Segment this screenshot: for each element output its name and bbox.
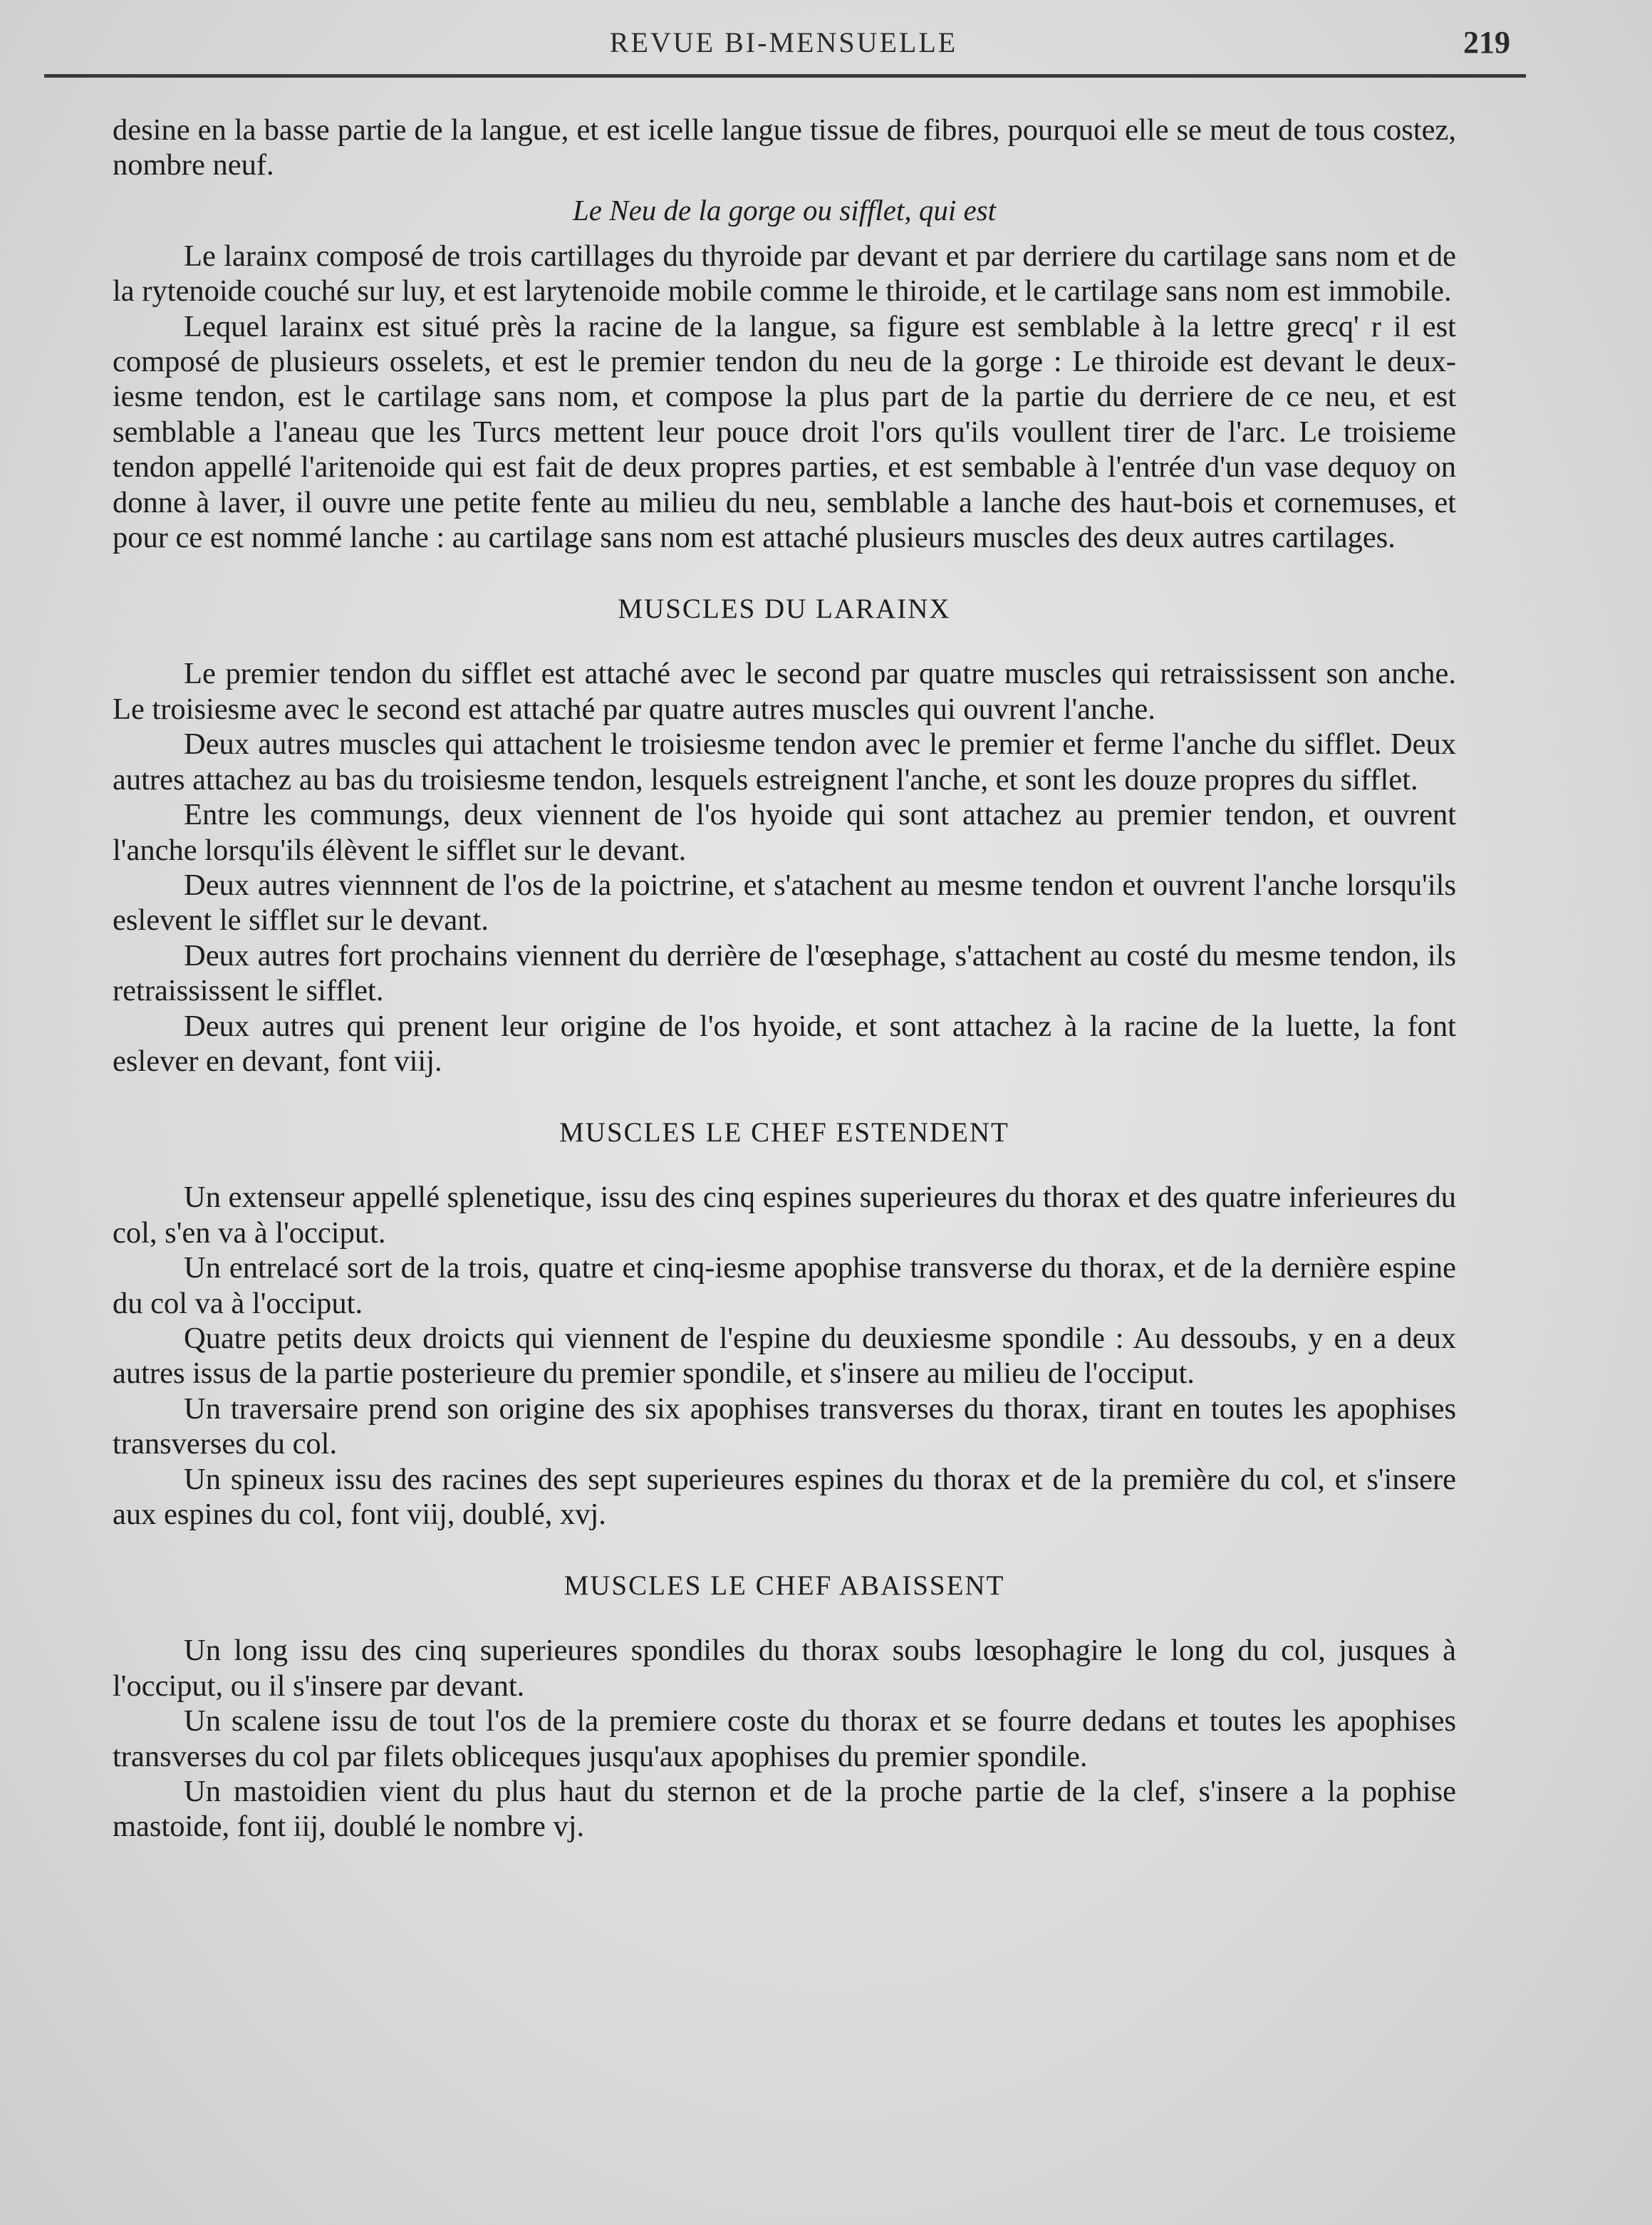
- paragraph: Deux autres muscles qui attachent le troisiesme tendon avec le premier et ferme l'anche du sifflet. Deux autres attachez au bas du troisiesme tendon, lesquels estreignent l'anche, et sont les douze propres du sifflet.: [113, 727, 1456, 797]
- paragraph: Le larainx composé de trois cartillages du thyroide par devant et par derriere du cartilage sans nom et de la rytenoide couché sur luy, et est larytenoide mobile comme le thiroide, et le cartilage sans nom est immobile.: [113, 239, 1456, 308]
- paragraph: Deux autres viennnent de l'os de la poictrine, et s'atachent au mesme tendon et ouvrent l'anche lorsqu'ils eslevent le sifflet sur le devant.: [113, 868, 1456, 938]
- header-rule: [44, 74, 1526, 78]
- body-text: [113, 113, 1456, 1845]
- section-heading: MUSCLES LE CHEF ABAISSENT: [563, 1570, 1005, 1602]
- paragraph: Deux autres qui prenent leur origine de l'os hyoide, et sont attachez à la racine de la luette, la font eslever en devant, font viij.: [113, 1009, 1456, 1078]
- paragraph: Un spineux issu des racines des sept superieures espines du thorax et de la première du col, et s'insere aux espines du col, font viij, doublé, xvj.: [113, 1462, 1456, 1531]
- paragraph: Un long issu des cinq superieures spondiles du thorax soubs lœsophagire le long du col, jusques à l'occiput, ou il s'insere par devant.: [113, 1634, 1456, 1703]
- paragraph: Entre les commungs, deux viennent de l'os hyoide qui sont attachez au premier tendon, et ouvrent l'anche lorsqu'ils élèvent le sifflet sur le devant.: [113, 798, 1456, 867]
- section-heading: MUSCLES DU LARAINX: [618, 593, 951, 625]
- paragraph: Un entrelacé sort de la trois, quatre et cinq-iesme apophise transverse du thorax, et de la dernière espine du col va à l'occiput.: [113, 1251, 1456, 1320]
- running-header: [0, 21, 1652, 64]
- paragraph: Un extenseur appellé splenetique, issu des cinq espines superieures du thorax et des quatre inferieures du col, s'en va à l'occiput.: [113, 1181, 1456, 1250]
- page-number: 219: [1463, 25, 1510, 60]
- paragraph: Un traversaire prend son origine des six apophises transverses du thorax, tirant en toutes les apophises transverses du col.: [113, 1391, 1456, 1461]
- paragraph: Lequel larainx est situé près la racine de la langue, sa figure est semblable à la lettre grecq' r il est composé de plusieurs osselets, et est le premier tendon du neu de la gorge : Le thiroide est devant le deux-iesme tendon, est le cartilage sans nom, et compose la plus part de la partie du derriere de ce neu, et est semblable a l'aneau que les Turcs mettent leur pouce droit l'ors qu'ils voullent tirer de l'arc. Le troisieme tendon appellé l'aritenoide qui est fait de deux propres parties, et est sembable à l'entrée d'un vase dequoy on donne à laver, il ouvre une petite fente au milieu du neu, semblable a lanche des haut-bois et cornemuses, et pour ce est nommé lanche : au cartilage sans nom est attaché plusieurs muscles des deux autres cartilages.: [113, 309, 1456, 555]
- paragraph: Quatre petits deux droicts qui viennent de l'espine du deuxiesme spondile : Au dessoubs, y en a deux autres issus de la partie posterieure du premier spondile, et s'insere au milieu de l'occiput.: [113, 1321, 1456, 1391]
- journal-title: REVUE BI-MENSUELLE: [609, 26, 958, 58]
- paragraph: Un scalene issu de tout l'os de la premiere coste du thorax et se fourre dedans et toutes les apophises transverses du col par filets obliceques jusqu'aux apophises du premier spondile.: [113, 1704, 1456, 1773]
- paragraph: Le premier tendon du sifflet est attaché avec le second par quatre muscles qui retraississent son anche. Le troisiesme avec le second est attaché par quatre autres muscles qui ouvrent l'anche.: [113, 657, 1456, 726]
- paragraph: Un mastoidien vient du plus haut du sternon et de la proche partie de la clef, s'insere a la pophise mastoide, font iij, doublé le nombre vj.: [113, 1775, 1456, 1844]
- paragraph: Deux autres fort prochains viennent du derrière de l'œsephage, s'attachent au costé du mesme tendon, ils retraississent le sifflet.: [113, 938, 1456, 1008]
- section-heading: MUSCLES LE CHEF ESTENDENT: [559, 1117, 1009, 1148]
- section-subtitle: Le Neu de la gorge ou sifflet, qui est: [572, 193, 997, 227]
- continuation-paragraph: desine en la basse partie de la langue, et est icelle langue tissue de fibres, pourquoi elle se meut de tous costez, nombre neuf.: [113, 113, 1456, 182]
